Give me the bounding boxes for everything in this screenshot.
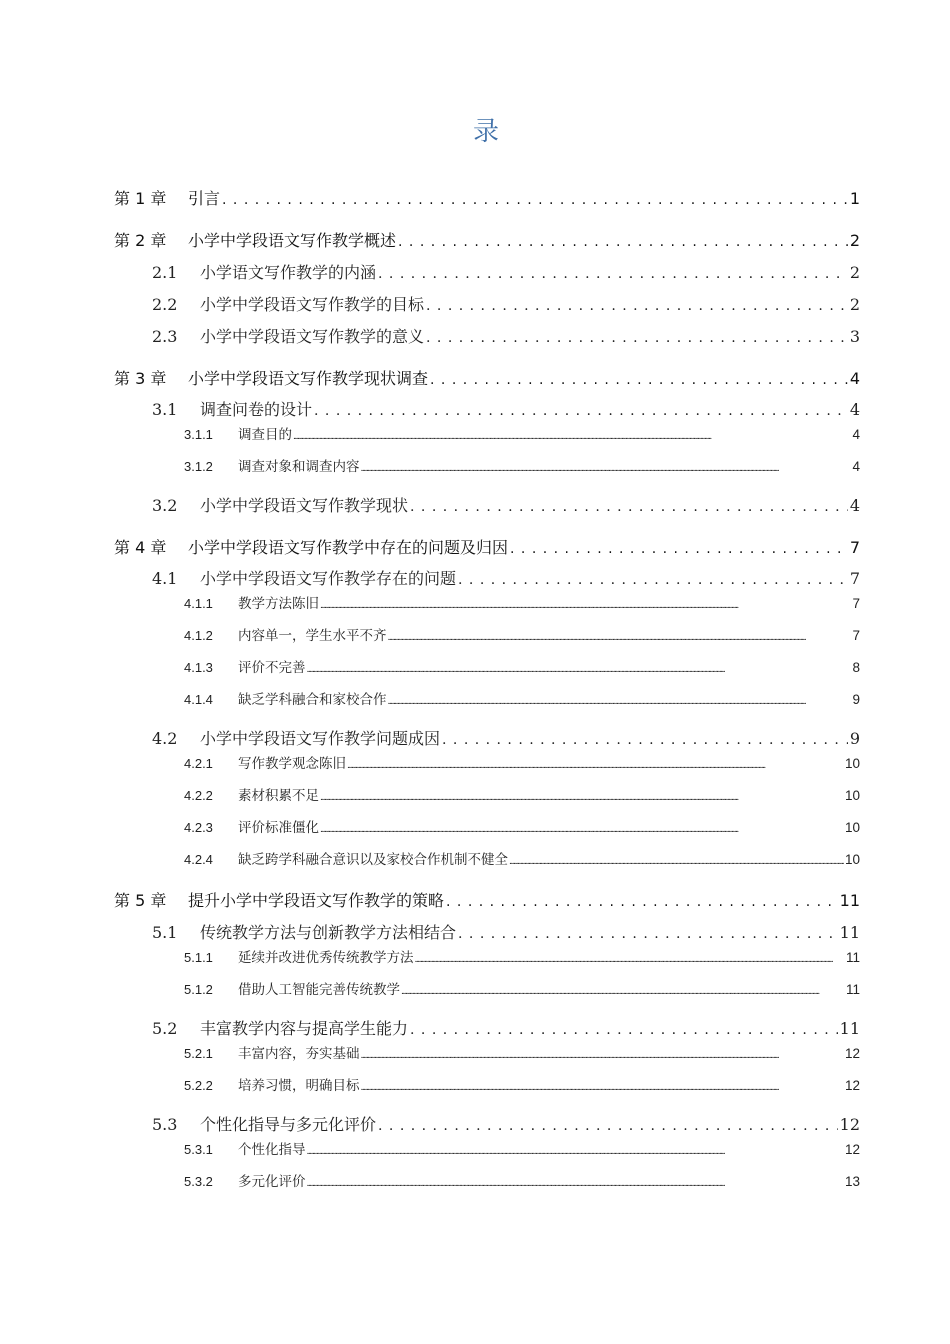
toc-entry-title: 小学中学段语文写作教学中存在的问题及归因: [188, 538, 509, 557]
toc-entry-number: 第 4 章: [114, 538, 167, 557]
toc-entry[interactable]: [184, 1138, 860, 1158]
toc-entry[interactable]: [114, 186, 860, 209]
toc-page-number: 7: [849, 538, 860, 557]
toc-title: 录: [472, 117, 499, 147]
toc-entry-number: 4.1.4: [184, 692, 213, 707]
toc-dot-leader: [320, 825, 844, 835]
toc-entry-title: 小学中学段语文写作教学现状调查: [188, 369, 429, 388]
toc-entry-title: 培养习惯，明确目标: [238, 1078, 360, 1094]
toc-entry-title: 丰富教学内容与提高学生能力: [200, 1019, 409, 1038]
toc-entry-number: 5.2.2: [184, 1078, 213, 1093]
toc-entry[interactable]: [152, 260, 860, 283]
toc-page-number: 2: [849, 295, 860, 314]
toc-entry[interactable]: [184, 592, 860, 612]
toc-entry-number: 2.3: [152, 327, 178, 346]
toc-entry[interactable]: [184, 1170, 860, 1190]
toc-entry-title: 小学中学段语文写作教学问题成因: [200, 729, 441, 748]
toc-entry[interactable]: [184, 848, 860, 868]
toc-entry[interactable]: [152, 292, 860, 315]
toc-entry-number: 5.1.1: [184, 950, 213, 965]
toc-dot-leader: [510, 541, 848, 557]
toc-dot-leader: [458, 926, 838, 942]
toc-entry-number: 4.1.1: [184, 596, 213, 611]
toc-entry-title: 个性化指导: [238, 1142, 306, 1158]
toc-entry-number: 3.1.2: [184, 459, 213, 474]
toc-page-number: 10: [844, 820, 860, 835]
toc-entry-number: 4.2.2: [184, 788, 213, 803]
toc-page-number: 11: [845, 950, 860, 965]
toc-entry-number: 5.3: [152, 1115, 178, 1134]
toc-entry[interactable]: [184, 656, 860, 676]
toc-page-number: 7: [849, 569, 860, 588]
toc-page-number: 4: [849, 369, 860, 388]
toc-entry-title: 缺乏学科融合和家校合作: [238, 692, 387, 708]
toc-entry[interactable]: [184, 978, 860, 998]
toc-entry-number: 4.1: [152, 569, 178, 588]
toc-entry-title: 传统教学方法与创新教学方法相结合: [200, 923, 457, 942]
toc-page-number: 7: [852, 596, 860, 611]
toc-entry[interactable]: [152, 324, 860, 347]
toc-page-number: 11: [839, 923, 860, 942]
toc-page-number: 11: [845, 982, 860, 997]
toc-dot-leader: [415, 955, 845, 965]
toc-entry[interactable]: [184, 1074, 860, 1094]
toc-entry-title: 多元化评价: [238, 1174, 306, 1190]
toc-entry-number: 2.2: [152, 295, 178, 314]
toc-entry-number: 3.2: [152, 496, 178, 515]
toc-entry-title: 小学中学段语文写作教学的意义: [200, 327, 425, 346]
toc-dot-leader: [320, 601, 851, 611]
toc-dot-leader: [293, 432, 851, 442]
toc-page-number: 13: [844, 1174, 860, 1189]
toc-page-number: 4: [849, 496, 860, 515]
toc-entry-title: 引言: [188, 189, 221, 208]
toc-entry-title: 延续并改进优秀传统教学方法: [238, 950, 414, 966]
toc-entry-number: 第 1 章: [114, 189, 167, 208]
toc-dot-leader: [307, 1147, 844, 1157]
toc-entry-number: 2.1: [152, 263, 178, 282]
toc-entry[interactable]: [184, 624, 860, 644]
toc-entry-number: 5.2.1: [184, 1046, 213, 1061]
toc-entry[interactable]: [184, 1042, 860, 1062]
toc-dot-leader: [361, 464, 852, 474]
toc-entry[interactable]: [152, 1016, 860, 1039]
toc-entry-title: 小学中学段语文写作教学概述: [188, 231, 397, 250]
toc-dot-leader: [361, 1083, 844, 1093]
toc-page-number: 10: [844, 852, 860, 867]
toc-dot-leader: [388, 697, 852, 707]
toc-dot-leader: [222, 192, 848, 208]
toc-entry-number: 4.2.3: [184, 820, 213, 835]
toc-entry-title: 评价不完善: [238, 660, 306, 676]
toc-entry[interactable]: [114, 228, 860, 251]
toc-entry[interactable]: [184, 423, 860, 443]
toc-entry-title: 提升小学中学段语文写作教学的策略: [188, 891, 445, 910]
toc-entry-number: 4.1.2: [184, 628, 213, 643]
toc-page-number: 3: [849, 327, 860, 346]
toc-entry-title: 小学语文写作教学的内涵: [200, 263, 377, 282]
toc-entry[interactable]: [152, 726, 860, 749]
toc-page-number: 4: [852, 459, 860, 474]
toc-entry-title: 调查目的: [238, 427, 292, 443]
toc-entry-title: 素材积累不足: [238, 788, 319, 804]
toc-dot-leader: [320, 793, 844, 803]
toc-page-number: 4: [849, 400, 860, 419]
toc-entry-title: 小学中学段语文写作教学的目标: [200, 295, 425, 314]
toc-dot-leader: [398, 234, 848, 250]
toc-dot-leader: [401, 987, 845, 997]
toc-dot-leader: [410, 1022, 838, 1038]
toc-entry[interactable]: [114, 888, 860, 911]
toc-page-number: 10: [844, 756, 860, 771]
toc-entry-number: 3.1: [152, 400, 178, 419]
toc-entry-title: 丰富内容，夯实基础: [238, 1046, 360, 1062]
toc-entry-number: 5.2: [152, 1019, 178, 1038]
toc-entry[interactable]: [152, 566, 860, 589]
toc-page-number: 4: [852, 427, 860, 442]
toc-dot-leader: [347, 761, 844, 771]
toc-entry-title: 调查问卷的设计: [200, 400, 313, 419]
toc-entry-title: 小学中学段语文写作教学现状: [200, 496, 409, 515]
toc-entry-title: 内容单一，学生水平不齐: [238, 628, 387, 644]
toc-entry[interactable]: [152, 493, 860, 516]
toc-dot-leader: [378, 266, 848, 282]
toc-dot-leader: [361, 1051, 844, 1061]
toc-dot-leader: [446, 894, 838, 910]
toc-page-number: 2: [849, 231, 860, 250]
toc-dot-leader: [307, 665, 852, 675]
toc-dot-leader: [378, 1118, 838, 1134]
toc-entry-number: 4.2.4: [184, 852, 213, 867]
toc-entry-title: 借助人工智能完善传统教学: [238, 982, 400, 998]
toc-entry-number: 5.3.2: [184, 1174, 213, 1189]
toc-entry-number: 4.2.1: [184, 756, 213, 771]
toc-entry[interactable]: [152, 397, 860, 420]
toc-entry[interactable]: [184, 784, 860, 804]
toc-entry[interactable]: [114, 366, 860, 389]
toc-entry-number: 5.1: [152, 923, 178, 942]
toc-entry[interactable]: [184, 816, 860, 836]
toc-dot-leader: [430, 372, 848, 388]
toc-page-number: 12: [844, 1046, 860, 1061]
toc-page-number: 12: [844, 1078, 860, 1093]
toc-entry-title: 个性化指导与多元化评价: [200, 1115, 377, 1134]
toc-entry-title: 写作教学观念陈旧: [238, 756, 346, 772]
toc-page-number: 11: [839, 1019, 860, 1038]
toc-dot-leader: [458, 572, 848, 588]
toc-dot-leader: [388, 633, 852, 643]
toc-page-number: 8: [852, 660, 860, 675]
toc-entry[interactable]: [152, 920, 860, 943]
toc-dot-leader: [426, 298, 848, 314]
toc-entry[interactable]: [184, 752, 860, 772]
toc-dot-leader: [307, 1179, 844, 1189]
toc-page-number: 10: [844, 788, 860, 803]
toc-entry-title: 缺乏跨学科融合意识以及家校合作机制不健全: [238, 852, 508, 868]
toc-entry-number: 4.2: [152, 729, 178, 748]
toc-page-number: 1: [849, 189, 860, 208]
toc-dot-leader: [442, 732, 848, 748]
toc-page-number: 2: [849, 263, 860, 282]
toc-entry-number: 4.1.3: [184, 660, 213, 675]
toc-entry-title: 教学方法陈旧: [238, 596, 319, 612]
toc-entry-title: 小学中学段语文写作教学存在的问题: [200, 569, 457, 588]
toc-entry-number: 第 2 章: [114, 231, 167, 250]
toc-page-number: 12: [839, 1115, 860, 1134]
toc-entry[interactable]: [184, 946, 860, 966]
toc-entry-number: 第 3 章: [114, 369, 167, 388]
toc-entry[interactable]: [184, 688, 860, 708]
toc-page-number: 12: [844, 1142, 860, 1157]
toc-entry-number: 5.1.2: [184, 982, 213, 997]
toc-page-number: 9: [849, 729, 860, 748]
toc-page-number: 9: [852, 692, 860, 707]
toc-entry-number: 5.3.1: [184, 1142, 213, 1157]
toc-entry[interactable]: [114, 535, 860, 558]
toc-entry-title: 评价标准僵化: [238, 820, 319, 836]
toc-dot-leader: [426, 330, 848, 346]
toc-entry[interactable]: [152, 1112, 860, 1135]
toc-page-number: 11: [839, 891, 860, 910]
toc-entry-number: 3.1.1: [184, 427, 213, 442]
toc-page-number: 7: [852, 628, 860, 643]
toc-dot-leader: [509, 857, 844, 867]
toc-dot-leader: [314, 403, 848, 419]
toc-entry-number: 第 5 章: [114, 891, 167, 910]
toc-entry[interactable]: [184, 455, 860, 475]
toc-entry-title: 调查对象和调查内容: [238, 459, 360, 475]
toc-dot-leader: [410, 499, 848, 515]
